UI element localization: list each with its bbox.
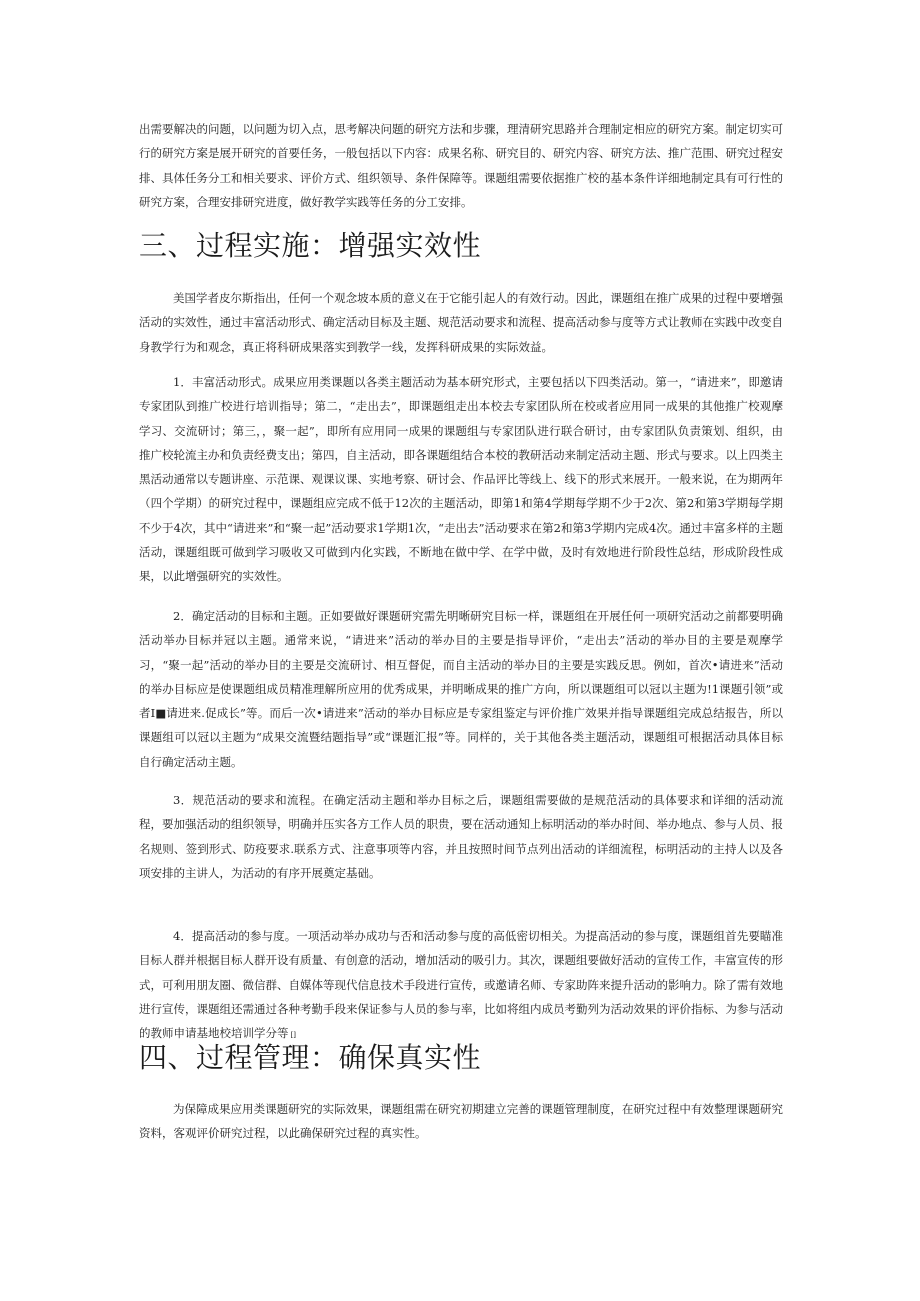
section-3-item-1-paragraph: 1．丰富活动形式。成果应用类课题以各类主题活动为基本研究形式，主要包括以下四类活动。第一，“请进来”，即邀请专家团队到推广校进行培训指导；第二，“走出去”，即课题组走出本校去专家团队所在校或者应用同一成果的其他推广校观摩学习、交流研讨；第三，，聚一起”，即所有应用同一成果的课题组与专家团队进行联合研讨，由专家团队负责策划、组织，由推广校轮流主办和负责经费支出；第四，自主活动，即各课题组结合本校的教研活动来制定活动主题、形式与要求。以上四类主黑活动通常以专题讲座、示范课、观课议课、实地考察、研讨会、作品评比等线上、线下的形式来展开。一般来说，在为期两年（四个学期）的研究过程中，课题组应完成不低于12次的主题活动，即第1和第4学期每学期不少于2次、第2和第3学期每学期不少于4次，其中“请进来”和“聚一起”活动要求1学期1次，“走出去”活动要求在第2和第3学期内完成4次。通过丰富多样的主题活动，课题组既可做到学习吸收又可做到内化实践，不断地在做中学、在学中做，及时有效地进行阶段性总结，形成阶段性成果，以此增强研究的实效性。 — [139, 375, 783, 584]
section-3-heading: 三、过程实施：增强实效性 — [139, 229, 482, 262]
section-3-item-4-text: 4．提高活动的参与度。一项活动举办成功与否和活动参与度的高低密切相关。为提高活动的参与度，课题组首先要瞄准目标人群并根据目标人群开设有质量、有创意的活动，增加活动的吸引力。其次，课题组要做好活动的宣传工作，丰富宣传的形式，可利用朋友圈、微信群、自媒体等现代信息技术手段进行宣传，或邀请名师、专家助阵来提升活动的影响力。除了需有效地进行宣传，课题组还需通过各种考勤手段来保证参与人员的参与率，比如将组内成员考勤列为活动效果的评价指标、为参与活动的教师申请基地校培训学分等 — [139, 929, 783, 1041]
section-3-item-4-paragraph — [139, 924, 783, 1047]
section-4-lead-paragraph: 为保障成果应用类课题研究的实际效果，课题组需在研究初期建立完善的课题管理制度，在研究过程中有效整理课题研究资料，客观评价研究过程，以此确保研究过程的真实性。 — [139, 1102, 783, 1141]
intro-paragraph: 出需要解决的问题，以问题为切入点，思考解决问题的研究方法和步骤，理清研究思路并合理制定相应的研究方案。制定切实可行的研究方案是展开研究的首要任务，一般包括以下内容：成果名称、研究目的、研究内容、研究方法、推广范围、研究过程安排、具体任务分工和相关要求、评价方式、组织领导、条件保障等。课题组需要依据推广校的基本条件详细地制定具有可行性的研究方案，合理安排研究进度，做好教学实践等任务的分工安排。 — [139, 122, 783, 209]
section-3-lead-paragraph: 美国学者皮尔斯指出，任何一个观念坡本质的意义在于它能引起人的有效行动。因此，课题组在推广成果的过程中要增强活动的实效性，通过丰富活动形式、确定活动目标及主题、规范活动要求和流程、提高活动参与度等方式让教师在实践中改变自身教学行为和观念，真正将科研成果落实到教学一线，发挥科研成果的实际效益。 — [139, 291, 783, 354]
section-3-item-2-paragraph: 2．确定活动的目标和主题。正如要做好课题研究需先明晰研究目标一样，课题组在开展任何一项研究活动之前都要明确活动举办目标并冠以主题。通常来说，“请进来”活动的举办目的主要是指导评价，“走出去”活动的举办目的主要是观摩学习，“聚一起”活动的举办目的主要是交流研讨、相互督促，而自主活动的举办目的主要是实践反思。例如，首次•请进来”活动的举办目标应是使课题组成员精准理解所应用的优秀成果，并明晰成果的推广方向，所以课题组可以冠以主题为!1课题引领”或者I■请进来.促成长”等。而后一次•请进来”活动的举办目标应是专家组鉴定与评价推广效果并指导课题组完成总结报告，所以课题组可以冠以主题为“成果交流暨结题指导”或“课题汇报”等。同样的，关于其他各类主题活动，课题组可根据活动具体目标自行确定活动主题。 — [139, 609, 783, 769]
section-4-heading: 四、过程管理：确保真实性 — [139, 1041, 482, 1074]
citation-marker: [] — [290, 1031, 296, 1040]
section-3-item-3-paragraph: 3．规范活动的要求和流程。在确定活动主题和举办目标之后，课题组需要做的是规范活动的具体要求和详细的活动流程，要加强活动的组织领导，明确并压实各方工作人员的职贵，要在活动通知上标明活动的举办时间、举办地点、参与人员、报名规则、签到形式、防疫要求.联系方式、注意事项等内容，并且按照时间节点列出活动的详细流程，标明活动的主持人以及各项安排的主讲人，为活动的有序开展奠定基础。 — [139, 793, 783, 880]
